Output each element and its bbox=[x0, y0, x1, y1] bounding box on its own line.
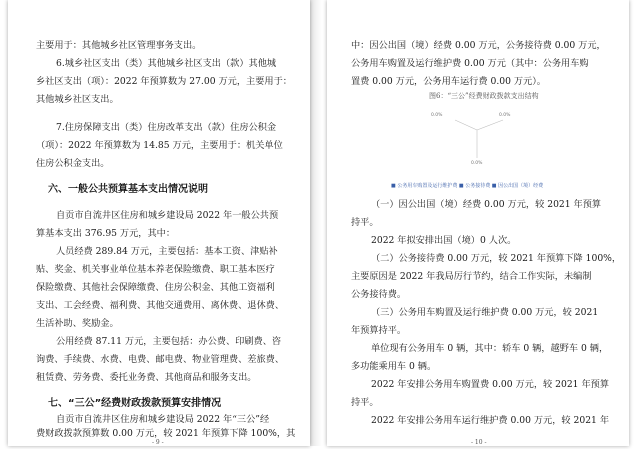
text-line: 主要原因是 2022 年我局厉行节约，结合工作实际，未编制 bbox=[351, 271, 592, 282]
text-line: 生活补助、奖励金。 bbox=[36, 318, 119, 329]
page-number: - 10 - bbox=[471, 439, 487, 446]
pie-slice bbox=[455, 120, 477, 130]
pie-chart bbox=[367, 100, 587, 180]
text-line: 乡社区支出（项）：2022 年预算数为 27.00 万元，主要用于： bbox=[36, 76, 292, 87]
text-line: 其他城乡社区支出。 bbox=[36, 94, 119, 105]
text-line: 询费、手续费、水费、电费、邮电费、物业管理费、差旅费、 bbox=[36, 354, 285, 365]
text-line: 中：因公出国（境）经费 0.00 万元，公务接待费 0.00 万元， bbox=[351, 40, 606, 51]
text-line: 保险缴费、其他社会保障缴费、住房公积金、其他工资福利 bbox=[36, 282, 275, 293]
chart-title: 图6：“三公”经费财政拨款支出结构 bbox=[429, 92, 539, 100]
section-heading: 六、一般公共预算基本支出情况说明 bbox=[48, 184, 208, 195]
chart-legend: ■ 公务用车购置及运行维护费 ■ 公务接待费 ■ 因公出国（境）经费 bbox=[391, 183, 544, 189]
text-line: 自贡市自流井区住房和城乡建设局 2022 年“三公”经 bbox=[56, 414, 270, 425]
text-line: 多功能乘用车 0 辆。 bbox=[351, 361, 437, 372]
text-line: 2022 年拟安排出国（境）0 人次。 bbox=[371, 235, 517, 246]
text-line: 租赁费、劳务费、委托业务费、其他商品和服务支出。 bbox=[36, 372, 257, 383]
text-line: 贴、奖金、机关事业单位基本养老保险缴费、职工基本医疗 bbox=[36, 264, 275, 275]
text-line: 支出、工会经费、福利费、其他交通费用、离休费、退休费、 bbox=[36, 300, 285, 311]
text-line: （二）公务接待费 0.00 万元，较 2021 年预算下降 100%， bbox=[371, 253, 622, 264]
text-line: 持平。 bbox=[351, 397, 379, 408]
gutter-shadow bbox=[310, 0, 322, 446]
text-line: 算基本支出 376.95 万元，其中： bbox=[36, 228, 176, 239]
text-line: 2022 年安排公务用车运行维护费 0.00 万元，较 2021 年 bbox=[371, 415, 610, 426]
text-line: 人员经费 289.84 万元，主要包括：基本工资、津贴补 bbox=[56, 246, 278, 257]
section-heading: 七、“三公”经费财政拨款预算安排情况 bbox=[48, 398, 222, 409]
text-line: （项）：2022 年预算数为 14.85 万元，主要用于：机关单位 bbox=[36, 140, 283, 151]
text-line: 住房公积金支出。 bbox=[36, 158, 110, 169]
document-page-right bbox=[327, 0, 629, 446]
text-line: 费财政拨款预算数 0.00 万元，较 2021 年预算下降 100%，其 bbox=[36, 428, 296, 439]
text-line: 公用经费 87.11 万元，主要包括：办公费、印刷费、咨 bbox=[56, 336, 282, 347]
text-line: 持平。 bbox=[351, 217, 379, 228]
text-line: 年预算持平。 bbox=[351, 325, 407, 336]
slice-label: 0.0% bbox=[499, 113, 511, 118]
page-number: - 9 - bbox=[152, 439, 164, 446]
text-line: 单位现有公务用车 0 辆，其中：轿车 0 辆，越野车 0 辆， bbox=[371, 343, 609, 354]
slice-label: 0.0% bbox=[431, 113, 443, 118]
text-line: 自贡市自流井区住房和城乡建设局 2022 年一般公共预 bbox=[56, 210, 279, 221]
text-line: 2022 年安排公务用车购置费 0.00 万元，较 2021 年预算 bbox=[371, 379, 610, 390]
slice-label: 0.0% bbox=[471, 161, 483, 166]
text-line: （一）因公出国（境）经费 0.00 万元，较 2021 年预算 bbox=[371, 199, 602, 210]
text-line: 置费 0.00 万元，公务用车运行费 0.00 万元）。 bbox=[351, 76, 546, 87]
text-line: 公务接待费。 bbox=[351, 289, 407, 300]
pie-slice bbox=[477, 120, 503, 130]
text-line: 7.住房保障支出（类）住房改革支出（款）住房公积金 bbox=[56, 122, 277, 133]
text-line: 主要用于：其他城乡社区管理事务支出。 bbox=[36, 40, 202, 51]
document-page-left bbox=[8, 0, 310, 446]
text-line: （三）公务用车购置及运行维护费 0.00 万元，较 2021 bbox=[371, 307, 599, 318]
text-line: 公务用车购置及运行维护费 0.00 万元（其中：公务用车购 bbox=[351, 58, 589, 69]
text-line: 6.城乡社区支出（类）其他城乡社区支出（款）其他城 bbox=[56, 58, 277, 69]
